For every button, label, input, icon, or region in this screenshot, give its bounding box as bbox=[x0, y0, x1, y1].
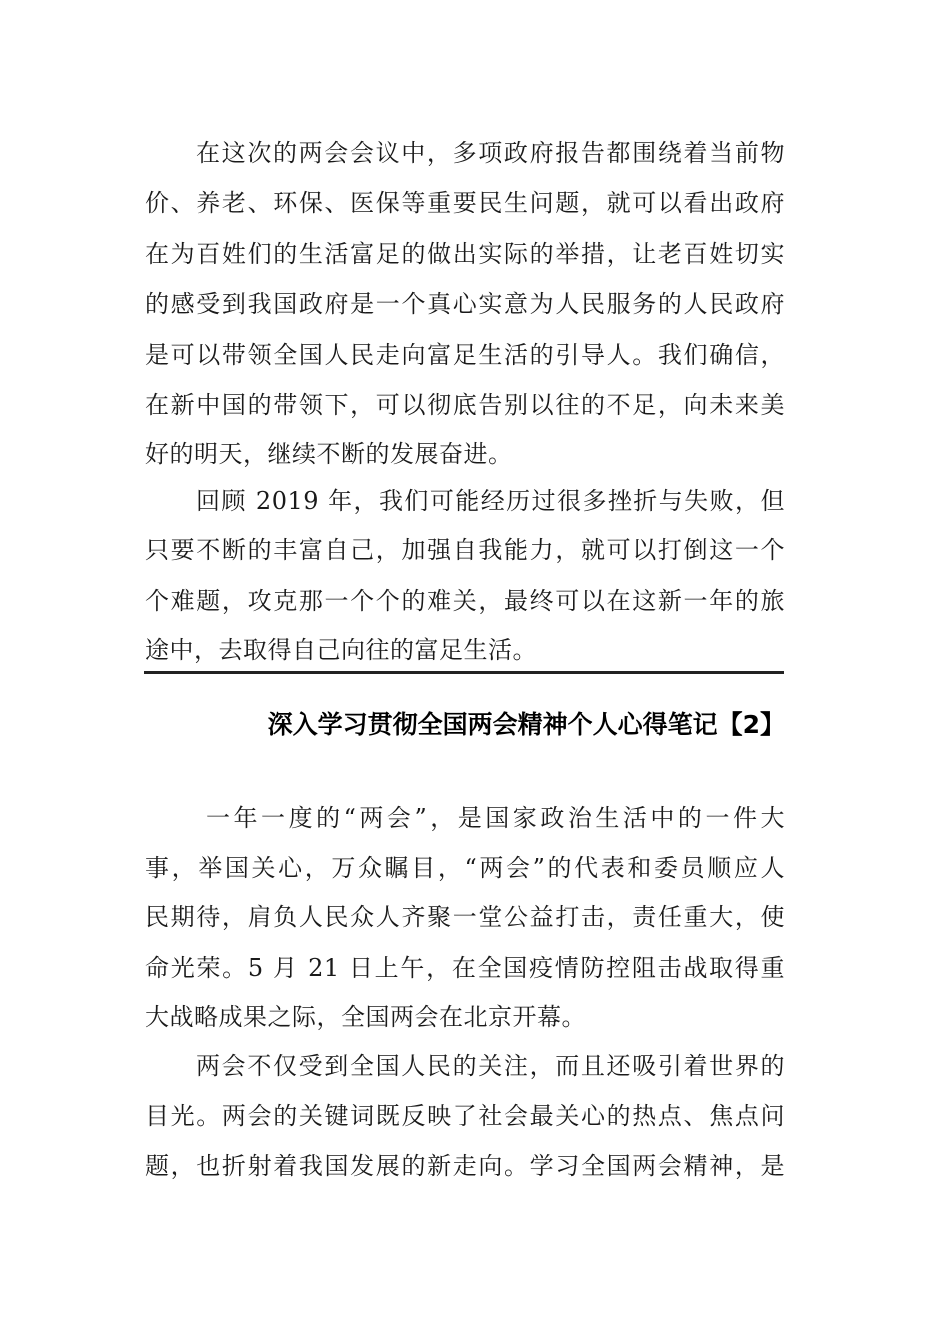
text-line: 事，举国关心，万众瞩目，“两会”的代表和委员顺应人 bbox=[145, 854, 785, 882]
section-title: 深入学习贯彻全国两会精神个人心得笔记【2】 bbox=[267, 710, 785, 739]
text-line: 题，也折射着我国发展的新走向。学习全国两会精神，是 bbox=[145, 1152, 785, 1180]
text-line: 途中，去取得自己向往的富足生活。 bbox=[145, 636, 537, 664]
text-line: 是可以带领全国人民走向富足生活的引导人。我们确信， bbox=[145, 341, 785, 369]
text-line: 回顾 2019 年，我们可能经历过很多挫折与失败，但 bbox=[196, 487, 785, 515]
section-divider bbox=[144, 671, 784, 674]
text-line: 在这次的两会会议中，多项政府报告都围绕着当前物 bbox=[196, 139, 785, 167]
text-line: 个难题，攻克那一个个的难关，最终可以在这新一年的旅 bbox=[145, 587, 785, 615]
text-line: 民期待，肩负人民众人齐聚一堂公益打击，责任重大，使 bbox=[145, 903, 785, 931]
text-line: 大战略成果之际，全国两会在北京开幕。 bbox=[145, 1003, 586, 1031]
text-line: 只要不断的丰富自己，加强自我能力，就可以打倒这一个 bbox=[145, 536, 785, 564]
text-line: 在新中国的带领下，可以彻底告别以往的不足，向未来美 bbox=[145, 391, 785, 419]
text-line: 目光。两会的关键词既反映了社会最关心的热点、焦点问 bbox=[145, 1102, 785, 1130]
text-line: 两会不仅受到全国人民的关注，而且还吸引着世界的 bbox=[196, 1052, 785, 1080]
text-line: 命光荣。5 月 21 日上午，在全国疫情防控阻击战取得重 bbox=[145, 954, 785, 982]
text-line: 价、养老、环保、医保等重要民生问题，就可以看出政府 bbox=[145, 189, 785, 217]
text-line: 好的明天，继续不断的发展奋进。 bbox=[145, 440, 513, 468]
text-line: 的感受到我国政府是一个真心实意为人民服务的人民政府 bbox=[145, 290, 785, 318]
text-line: 在为百姓们的生活富足的做出实际的举措，让老百姓切实 bbox=[145, 240, 785, 268]
text-line: 一年一度的“两会”，是国家政治生活中的一件大 bbox=[206, 804, 785, 832]
